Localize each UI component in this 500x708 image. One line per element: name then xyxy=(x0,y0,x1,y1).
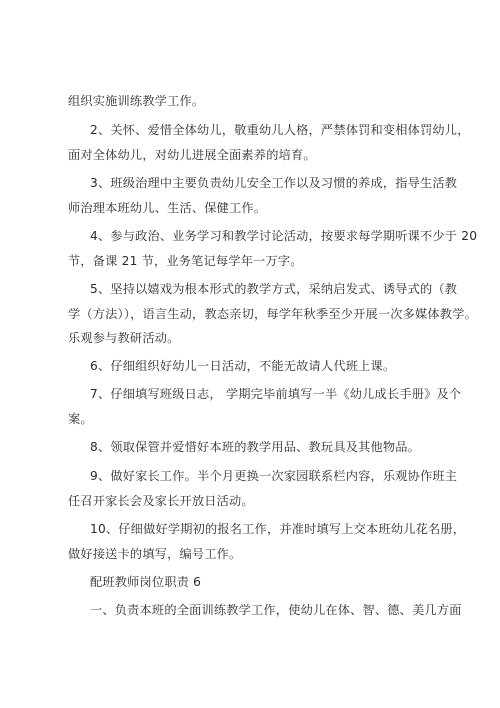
paragraph-item-5 xyxy=(68,277,477,351)
text-line: 10、仔细做好学期初的报名工作，并准时填写上交本班幼儿花名册， xyxy=(90,522,466,536)
text-line: 面对全体幼儿，对幼儿进展全面素养的培育。 xyxy=(68,147,316,162)
text-line: 7、仔细填写班级日志， 学期完毕前填写一半《幼儿成长手册》及个 xyxy=(90,387,462,401)
paragraph-item-10 xyxy=(68,517,466,566)
paragraph-item-9 xyxy=(68,464,458,513)
text-line: 组织实施训练教学工作。 xyxy=(68,94,205,108)
text-line: 师治理本班幼儿、生活、保健工作。 xyxy=(68,200,267,215)
text-line: 一、负责本班的全面训练教学工作，使幼儿在体、智、德、美几方面 xyxy=(90,603,462,617)
paragraph-continuation xyxy=(68,89,440,114)
text-line: 2、关怀、爱惜全体幼儿，敬重幼儿人格，严禁体罚和变相体罚幼儿， xyxy=(90,123,470,137)
paragraph-item-3 xyxy=(68,171,458,220)
text-line: 节，备课 21 节，业务笔记每学年一万字。 xyxy=(68,253,303,268)
paragraph-item-1 xyxy=(68,598,462,623)
text-line: 4、参与政治、业务学习和教学讨论活动，按要求每学期听课不少于 20 xyxy=(90,229,478,243)
text-line: 案。 xyxy=(68,411,93,426)
paragraph-item-2 xyxy=(68,118,470,167)
text-line: 5、坚持以嬉戏为根本形式的教学方式，采纳启发式、诱导式的（教 xyxy=(90,282,458,296)
paragraph-item-7 xyxy=(68,382,462,431)
text-line: 9、做好家长工作。半个月更换一次家园联系栏内容，乐观协作班主 xyxy=(90,469,458,483)
text-line: 8、领取保管并爱惜好本班的教学用品、教玩具及其他物品。 xyxy=(90,440,421,454)
paragraph-item-6 xyxy=(68,354,440,379)
text-line: 配班教师岗位职责 6 xyxy=(90,575,202,589)
text-line: 乐观参与教研活动。 xyxy=(68,331,180,345)
paragraph-item-8 xyxy=(68,435,440,460)
text-line: 3、班级治理中主要负责幼儿安全工作以及习惯的养成，指导生活教 xyxy=(90,176,458,190)
text-line: 6、仔细组织好幼儿一日活动，不能无故请人代班上课。 xyxy=(90,359,396,373)
text-line: 做好接送卡的填写，编号工作。 xyxy=(68,546,242,561)
paragraph-item-4 xyxy=(68,224,478,273)
text-line: 任召开家长会及家长开放日活动。 xyxy=(68,493,254,508)
section-heading xyxy=(68,570,440,595)
text-line: 学（方法）），语言生动，教态亲切，每学年秋季至少开展一次多媒体教学。 xyxy=(68,306,477,321)
